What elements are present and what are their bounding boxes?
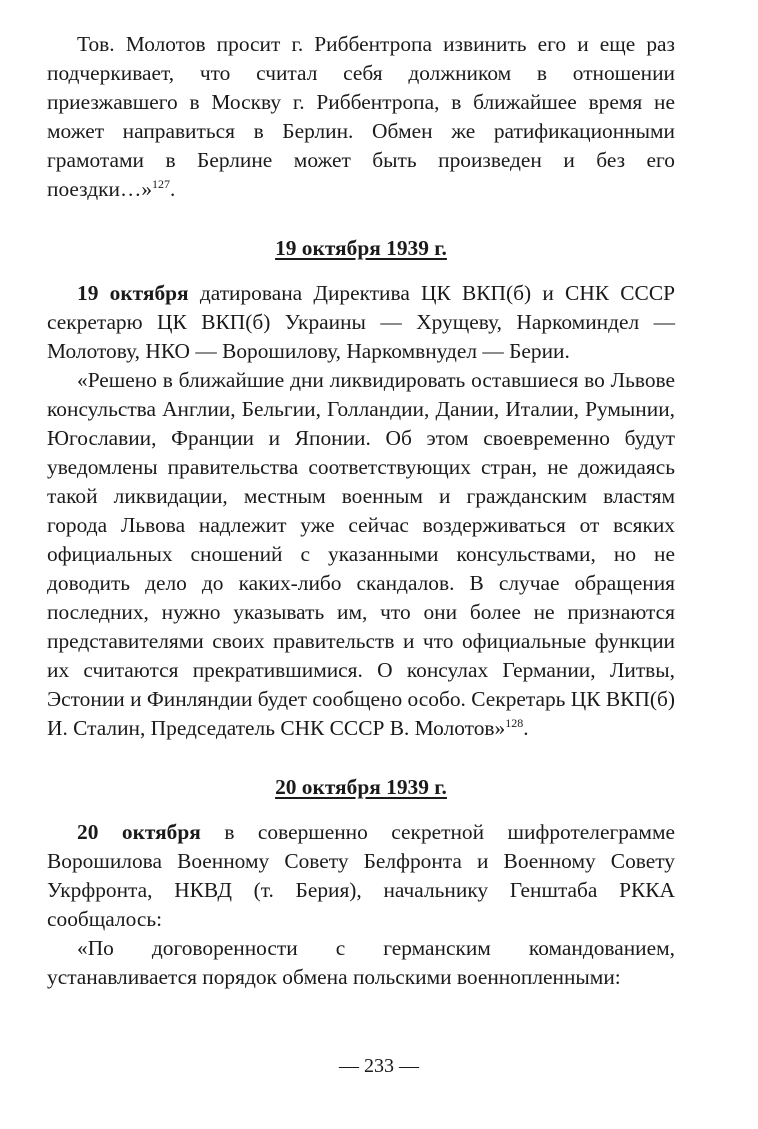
- paragraph-directive-quote-text: «Решено в ближайшие дни ликвидировать оставшиеся во Львове консульства Англии, Бельгии, Голландии, Дании, Италии, Румынии, Югославии, Франции и Японии. Об этом своевременно будут уведомлены правительства соответствующих стран, не дожидаясь такой ликвидации, местным военным и гражданским властям города Львова надлежит уже сейчас воздерживаться от всяких официальных сношений с указанными консульствами, но не доводить дело до каких-либо скандалов. В случае обращения последних, нужно указывать им, что они более не признаются представителями своих правительств и что официальные функции их считаются прекратившимися. О консулах Германии, Литвы, Эстонии и Финляндии будет сообщено особо. Секретарь ЦК ВКП(б) И. Сталин, Председатель СНК СССР В. Молотов»: [47, 368, 675, 740]
- paragraph-molotov-apology-text: Тов. Молотов просит г. Риббентропа извинить его и еще раз подчеркивает, что считал себя должником в отношении приезжавшего в Москву г. Риббентропа, в ближайшее время не может направиться в Берлин. Обмен же ратификационными грамотами в Берлине может быть произведен и без его поездки…»: [47, 32, 675, 201]
- paragraph-directive-text: датирована Директива ЦК ВКП(б) и СНК СССР секретарю ЦК ВКП(б) Украины — Хрущеву, Наркоминдел — Молотову, НКО — Ворошилову, Наркомвнудел — Берии.: [47, 281, 675, 363]
- paragraph-directive-intro: [47, 279, 675, 366]
- page-body: [47, 30, 675, 992]
- paragraph-telegram-text: в совершенно секретной шифротелеграмме Ворошилова Военному Совету Белфронта и Военному Совету Укрфронта, НКВД (т. Берия), начальнику Генштаба РККА сообщалось:: [47, 820, 675, 931]
- section-heading-20-october: 20 октября 1939 г.: [275, 775, 447, 799]
- paragraph-telegram-intro: [47, 818, 675, 934]
- paragraph-directive-date: 19 октября: [77, 281, 189, 305]
- paragraph-directive-quote: «Решено в ближайшие дни ликвидировать оставшиеся во Львове консульства Англии, Бельгии, Голландии, Дании, Италии, Румынии, Югославии, Франции и Японии. Об этом своевременно будут уведомлены правительства соответствующих стран, не дожидаясь такой ликвидации, местным военным и гражданским властям города Львова надлежит уже сейчас воздерживаться от всяких официальных сношений с указанными консульствами, но не доводить дело до каких-либо скандалов. В случае обращения последних, нужно указывать им, что они более не признаются представителями своих правительств и что официальные функции их считаются прекратившимися. О консулах Германии, Литвы, Эстонии и Финляндии будет сообщено особо. Секретарь ЦК ВКП(б) И. Сталин, Председатель СНК СССР В. Молотов»$^{128}$.: [47, 368, 675, 740]
- page-number: — 233 —: [339, 1055, 419, 1077]
- section-heading-19-october: 19 октября 1939 г.: [275, 236, 447, 260]
- paragraph-telegram-date: 20 октября: [77, 820, 201, 844]
- paragraph-telegram-quote: «По договоренности с германским командованием, устанавливается порядок обмена польскими военнопленными:: [47, 936, 675, 989]
- footnote-ref-127[interactable]: 127: [152, 176, 171, 191]
- paragraph-molotov-apology: Тов. Молотов просит г. Риббентропа извинить его и еще раз подчеркивает, что считал себя должником в отношении приезжавшего в Москву г. Риббентропа, в ближайшее время не может направиться в Берлин. Обмен же ратификационными грамотами в Берлине может быть произведен и без его поездки…»$^{127}$.: [47, 32, 675, 201]
- footnote-ref-128[interactable]: 128: [505, 715, 524, 730]
